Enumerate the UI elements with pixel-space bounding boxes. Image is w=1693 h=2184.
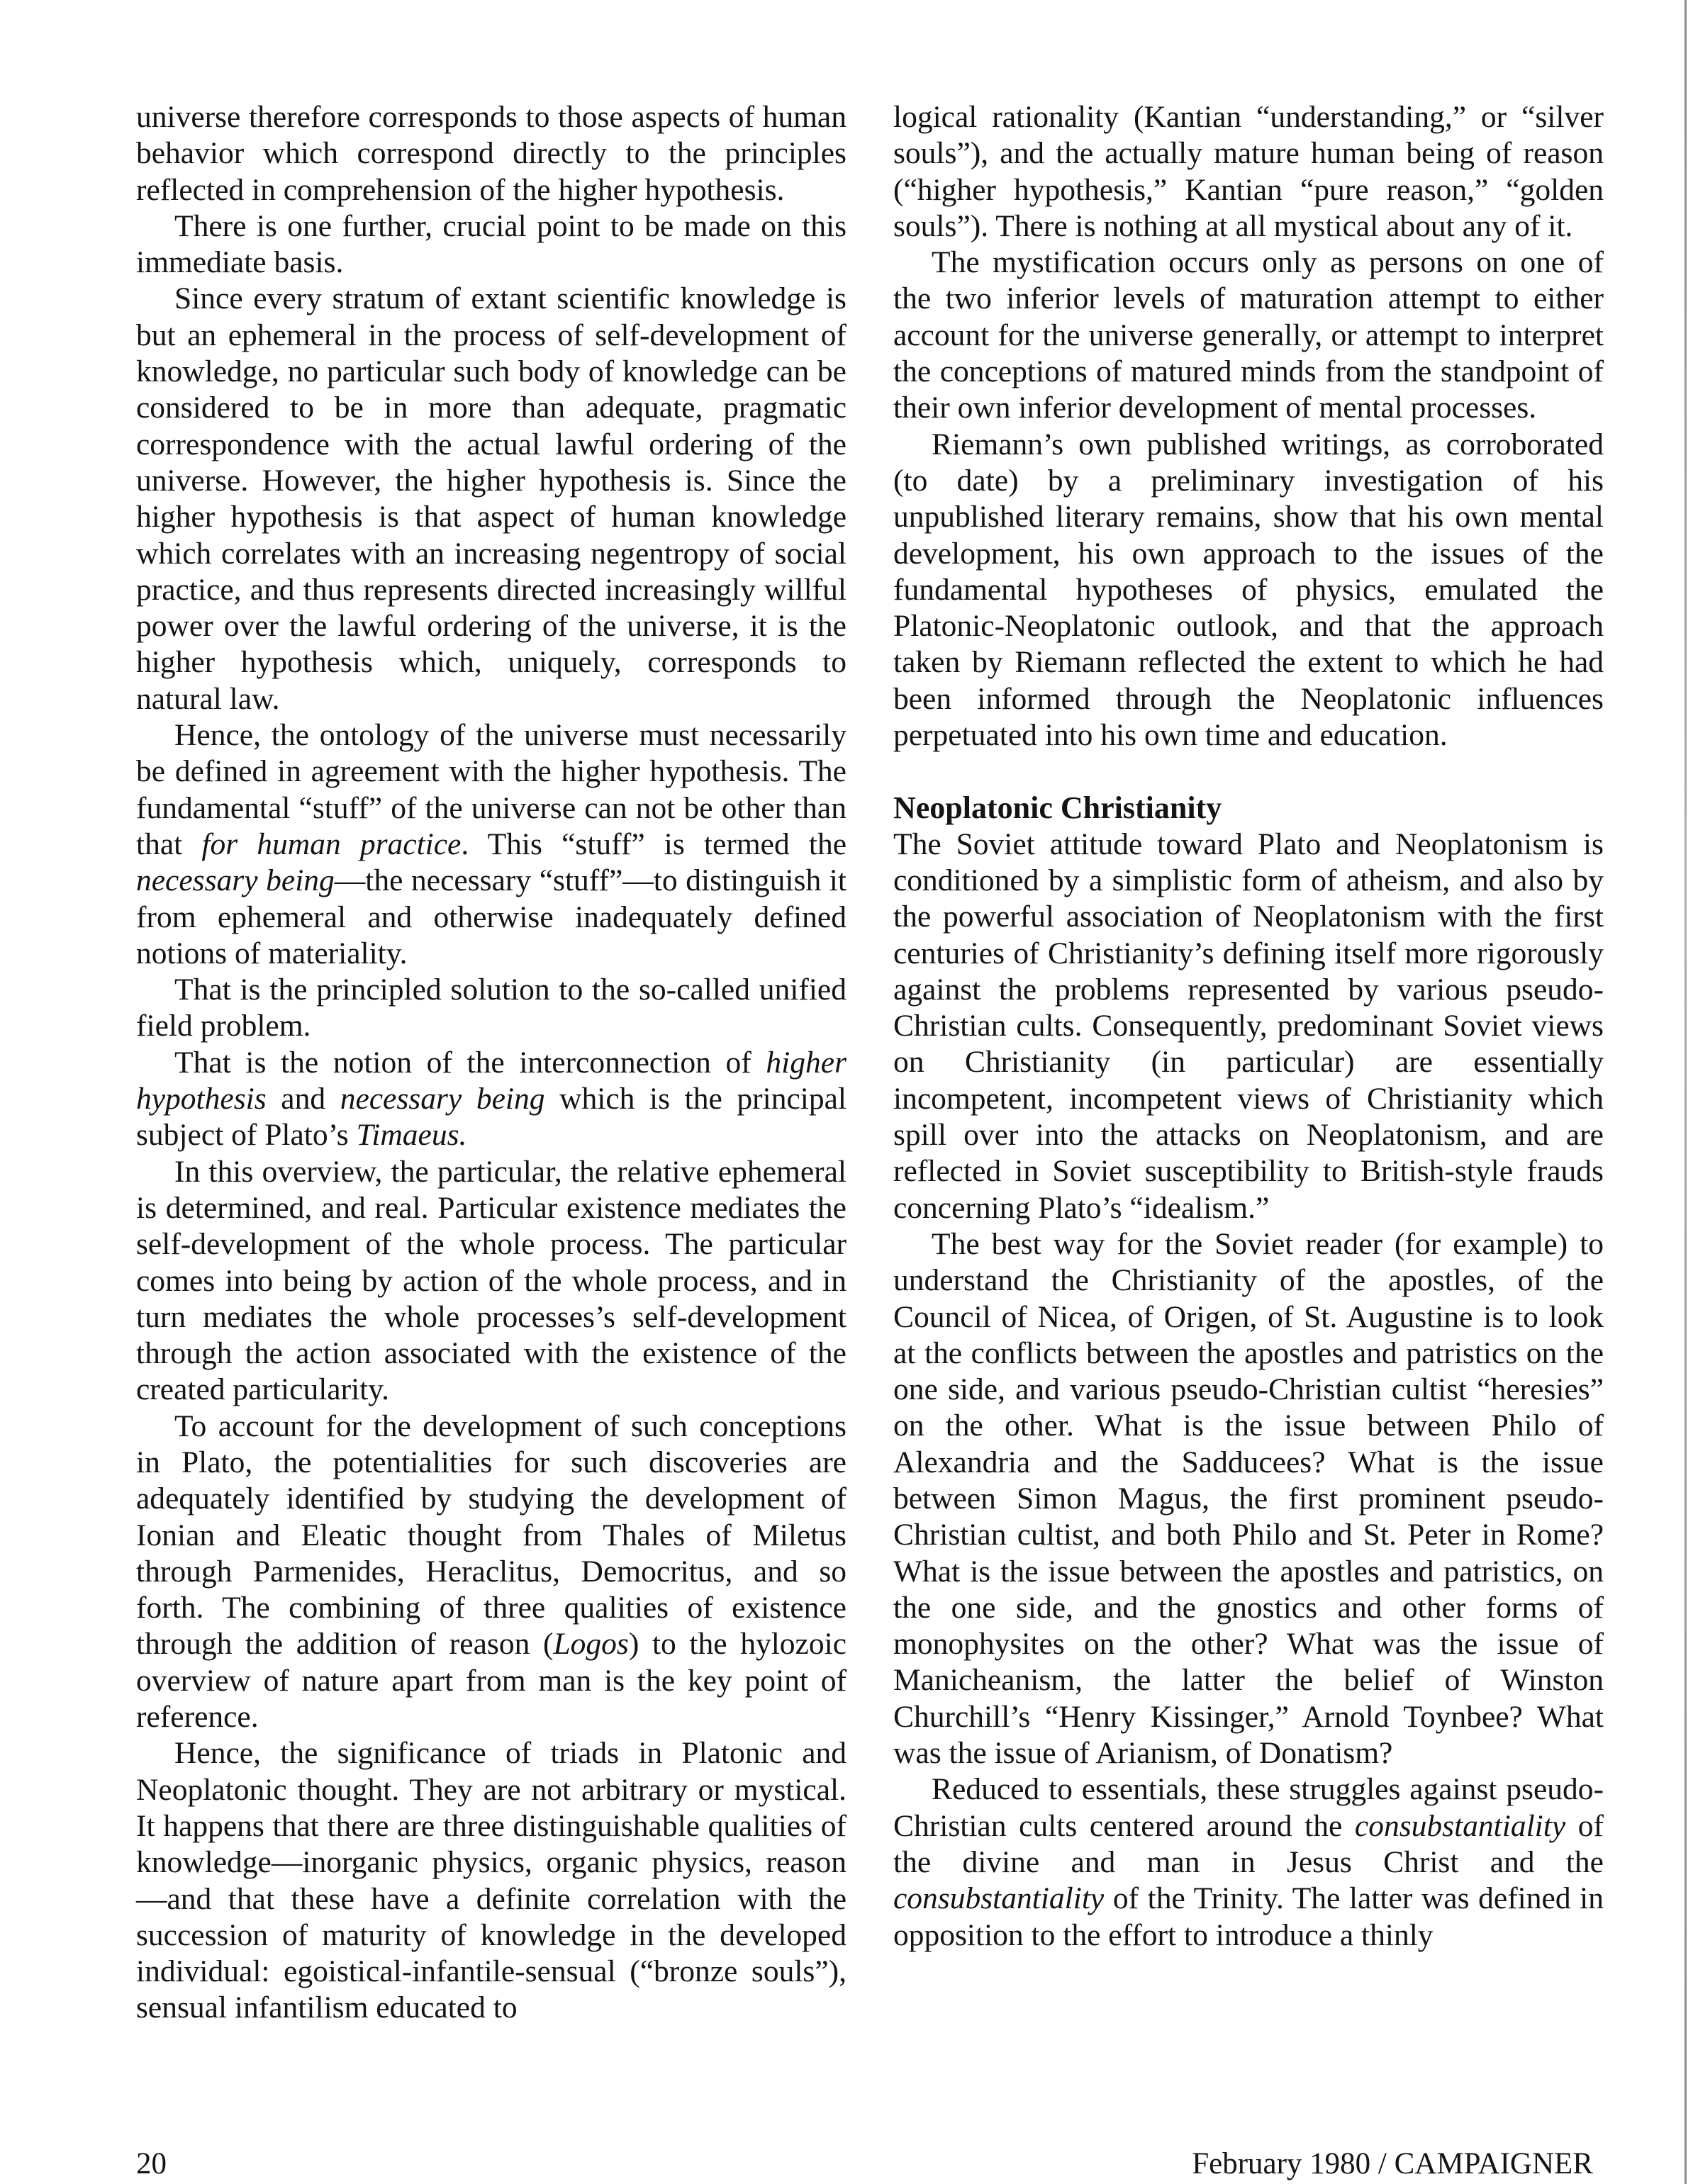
- right-column-body-bottom: [893, 827, 1604, 1954]
- paragraph: [893, 1771, 1604, 1953]
- text-run: That is the notion of the interconnection of: [174, 1045, 766, 1080]
- right-column: [893, 99, 1604, 1954]
- paragraph: [893, 99, 1604, 245]
- text-run: Since every stratum of extant scientific knowledge is but an ephemeral in the process of self-development of knowledge, no particular such body of knowledge can be considered to be in more than adequate, pragmatic correspondence with the actual lawful ordering of the universe. However, the higher hypothesis is. Since the higher hypothesis is that aspect of human knowledge which correlates with an increasing negentropy of social practice, and thus represents directed increasingly willful power over the lawful ordering of the universe, it is the higher hypothesis which, uniquely, corresponds to natural law.: [136, 281, 846, 716]
- italic-text: necessary being: [340, 1082, 545, 1116]
- text-run: In this overview, the particular, the relative ephemeral is determined, and real. Particular existence mediates the self-development of the whole process. The particular comes into being by action of the whole process, and in turn mediates the whole processes’s self-development through the action associated with the existence of the created particularity.: [136, 1154, 846, 1407]
- left-column-body: [136, 99, 846, 2027]
- paragraph: [136, 1409, 846, 1736]
- text-run: universe therefore corresponds to those aspects of human behavior which correspond directly to the principles reflected in comprehension of the higher hypothesis.: [136, 100, 846, 207]
- text-run: Riemann’s own published writings, as corroborated (to date) by a preliminary investigation of his unpublished literary remains, show that his own mental development, his own approach to the issues of the fundamental hypotheses of physics, emulated the Platonic-Neoplatonic outlook, and that the approach taken by Riemann reflected the extent to which he had been informed through the Neoplatonic influences perpetuated into his own time and education.: [893, 427, 1604, 753]
- paragraph: [136, 208, 846, 281]
- text-run: which is the principal subject of Plato’s: [136, 1082, 846, 1153]
- left-column: [136, 99, 846, 2027]
- paragraph: [136, 1154, 846, 1409]
- italic-text: consubstantiality: [893, 1881, 1105, 1916]
- paragraph: [893, 245, 1604, 426]
- text-run: Hence, the significance of triads in Platonic and Neoplatonic thought. They are not arbitrary or mystical. It happens that there are three distinguishable qualities of knowledge—inorganic physics, organic physics, reason—and that these have a definite correlation with the succession of maturity of knowledge in the developed individual: egoistical-infantile-sensual (“bronze souls”), sensual infantilism educated to: [136, 1736, 846, 2025]
- text-run: To account for the development of such conceptions in Plato, the potentialities for such discoveries are adequately identified by studying the development of Ionian and Eleatic thought from Thales of Miletus through Parmenides, Heraclitus, Democritus, and so forth. The combining of three qualities of existence through the addition of reason (: [136, 1409, 846, 1662]
- italic-text: necessary being: [136, 863, 335, 898]
- italic-text: Logos: [553, 1627, 629, 1662]
- paragraph: [136, 972, 846, 1045]
- running-footer: February 1980 / CAMPAIGNER: [1192, 2147, 1593, 2180]
- scan-edge-shadow: [1684, 0, 1687, 2184]
- paragraph: [893, 1226, 1604, 1771]
- paragraph: [893, 827, 1604, 1226]
- paragraph: [136, 1045, 846, 1154]
- paragraph: [136, 281, 846, 717]
- text-run: Hence, the ontology of the universe must necessarily be defined in agreement with the higher hypothesis. The fundamental “stuff” of the universe can not be other than that: [136, 718, 846, 861]
- text-run: Reduced to essentials, these struggles against pseudo-Christian cults centered around the: [893, 1772, 1604, 1843]
- text-run: of the Trinity. The latter was defined in opposition to the effort to introduce a thinly: [893, 1881, 1604, 1952]
- paragraph: [893, 427, 1604, 754]
- italic-text: consubstantiality: [1354, 1808, 1566, 1843]
- text-run: . This “stuff” is termed the: [461, 827, 847, 861]
- paragraph: [136, 99, 846, 208]
- italic-text: Timaeus.: [356, 1118, 467, 1153]
- text-run: The mystification occurs only as persons on one of the two inferior levels of maturation attempt to either account for the universe generally, or attempt to interpret the conceptions of matured minds from the standpoint of their own inferior development of mental processes.: [893, 245, 1604, 425]
- text-run: and: [266, 1082, 340, 1116]
- paragraph: [136, 717, 846, 972]
- text-run: There is one further, crucial point to be made on this immediate basis.: [136, 208, 846, 280]
- text-run: The best way for the Soviet reader (for example) to understand the Christianity of the apostles, of the Council of Nicea, of Origen, of St. Augustine is to look at the conflicts between the apostles and patristics on the one side, and various pseudo-Christian cultist “heresies” on the other. What is the issue between Philo of Alexandria and the Sadducees? What is the issue between Simon Magus, the first prominent pseudo-Christian cultist, and both Philo and St. Peter in Rome? What is the issue between the apostles and patristics, on the one side, and the gnostics and other forms of monophysites on the other? What was the issue of Manicheanism, the latter the belief of Winston Churchill’s “Henry Kissinger,” Arnold Toynbee? What was the issue of Arianism, of Donatism?: [893, 1226, 1604, 1771]
- text-run: of the divine and man in Jesus Christ and the: [893, 1808, 1604, 1879]
- italic-text: for human practice: [201, 827, 462, 861]
- text-run: logical rationality (Kantian “understanding,” or “silver souls”), and the actually mature human being of reason (“higher hypothesis,” Kantian “pure reason,” “golden souls”). There is nothing at all mystical about any of it.: [893, 100, 1604, 243]
- right-column-body-top: [893, 99, 1604, 754]
- italic-text: higher hypothesis: [136, 1045, 846, 1116]
- page-number: 20: [136, 2147, 167, 2180]
- text-run: ) to the hylozoic overview of nature apart from man is the key point of reference.: [136, 1627, 846, 1735]
- section-heading: Neoplatonic Christianity: [893, 790, 1222, 826]
- text-run: That is the principled solution to the so-called unified field problem.: [136, 973, 846, 1043]
- paragraph: [136, 1735, 846, 2026]
- text-run: —the necessary “stuff”—to distinguish it from ephemeral and otherwise inadequately defined notions of materiality.: [136, 863, 846, 970]
- text-run: The Soviet attitude toward Plato and Neoplatonism is conditioned by a simplistic form of atheism, and also by the powerful association of Neoplatonism with the first centuries of Christianity’s defining itself more rigorously against the problems represented by various pseudo-Christian cults. Consequently, predominant Soviet views on Christianity (in particular) are essentially incompetent, incompetent views of Christianity which spill over into the attacks on Neoplatonism, and are reflected in Soviet susceptibility to British-style frauds concerning Plato’s “idealism.”: [893, 827, 1604, 1225]
